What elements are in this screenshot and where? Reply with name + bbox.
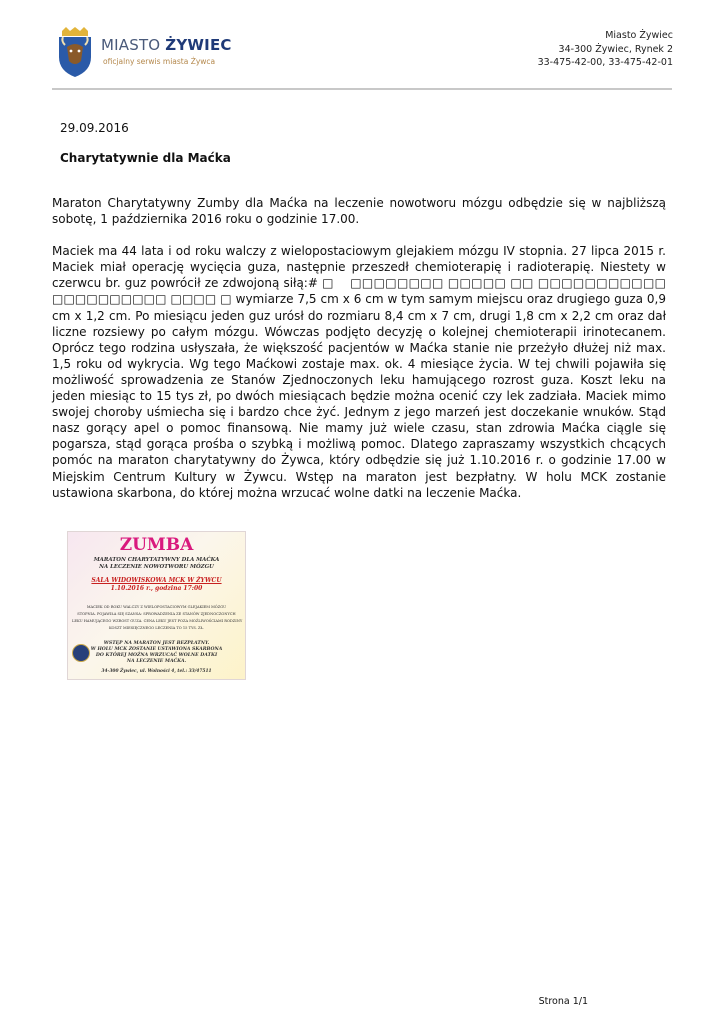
poster-text: KOSZT MIESIĘCZNEGO LECZENIA TO 15 TYS. ZŁ. xyxy=(108,626,205,630)
poster-text: DO KTÓREJ MOŻNA WRZUCAĆ WOLNE DATKI xyxy=(95,653,218,658)
poster-text: STOPNIA. POJAWIŁA SIĘ SZANSA: SPROWADZENIA ZE STANÓW ZJEDNOCZONYCH xyxy=(77,612,236,616)
article-body xyxy=(52,195,666,517)
page-number: Strona 1/1 xyxy=(538,996,588,1007)
site-logo[interactable] xyxy=(57,27,237,79)
article-paragraph: Maciek ma 44 lata i od roku walczy z wielopostaciowym glejakiem mózgu IV stopnia. 27 lipca 2015 r. Maciek miał operację wycięcia guza, następnie przeszedł chemioterapię i radioterapię. Niestety w czerwcu br. guz powrócił ze zdwojoną siłą:# □ □□□□□□□□ □□□□□ □□ □□□□□□□□□□□ □□□□□□□□□□ □□□□ □ wymiarze 7,5 cm x 6 cm w tym samym miejscu oraz drugiego guza 0,9 cm x 1,2 cm. Po miesiącu jeden guz urósł do rozmiaru 8,4 cm x 7 cm, drugi 1,8 cm x 2,2 cm oraz dał liczne rozsiewy po całym mózgu. Wówczas podjęto decyzję o kolejnej chemioterapii irinotecanem. Oprócz tego rodzina usłyszała, że większość pacjentów w Maćka stanie nie przeżyło dłużej niż max. 1,5 roku od wykrycia. Wg tego Maćkowi zostaje max. ok. 4 miesiące życia. W tej chwili pojawiła się możliwość sprowadzenia ze Stanów Zjednoczonych leku hamującego rozrost guza. Koszt leku na jeden miesiąc to 15 tys zł, po dwóch miesiącach będzie można ocenić czy lek zadziała. Maciek mimo swojej choroby uśmiecha się i bardzo chce żyć. Jednym z jego marzeń jest doczekanie wnuków. Stąd nasz gorący apel o pomoc finansową. Nie mamy już wiele czasu, stan zdrowia Maćka ciągle się pogarsza, stąd gorąca prośba o szybką i możliwą pomoc. Dlatego zapraszamy wszystkich chcących pomóc na maraton charytatywny do Żywca, który odbędzie się już 1.10.2016 r. o godzinie 17.00 w Miejskim Centrum Kultury w Żywcu. Wstęp na maraton jest bezpłatny. W holu MCK zostanie ustawiona skarbona, do której można wrzucać wolne datki na leczenie Maćka. xyxy=(52,244,666,500)
poster-line: NA LECZENIE NOWOTWORU MÓZGU xyxy=(99,564,214,570)
logo-tagline: oficjalny serwis miasta Żywca xyxy=(103,57,216,66)
poster-date: 1.10.2016 r., godzina 17:00 xyxy=(110,585,203,592)
logo-wordmark: MIASTO ŻYWIEC xyxy=(101,36,232,54)
coat-of-arms-icon xyxy=(57,27,93,77)
poster-text: W HOLU MCK ZOSTANIE USTAWIONA SKARBONA xyxy=(90,647,223,652)
poster-headline: ZUMBA xyxy=(119,535,194,555)
article-paragraph: Maraton Charytatywny Zumby dla Maćka na leczenie nowotworu mózgu odbędzie się w najbliższą sobotę, 1 października 2016 roku o godzinie 17.00. xyxy=(52,196,666,227)
event-poster-image xyxy=(67,531,246,680)
contact-address xyxy=(538,29,673,70)
poster-text: WSTĘP NA MARATON JEST BEZPŁATNY. xyxy=(103,641,210,646)
poster-line: MARATON CHARYTATYWNY DLA MAĆKA xyxy=(93,557,220,563)
poster-text: LEKU HAMUJĄCEGO WZROST GUZA. CENA LEKU JEST POZA MOŻLIWOŚCIAMI RODZINY xyxy=(72,619,243,623)
address-line: 33-475-42-00, 33-475-42-01 xyxy=(537,57,673,68)
article-title: Charytatywnie dla Maćka xyxy=(60,151,231,165)
article-date: 29.09.2016 xyxy=(60,121,129,135)
poster-address: 34-300 Żywiec, ul. Wolności 4, tel.: 33/47511 xyxy=(101,669,212,674)
poster-text: MACIEK OD ROKU WALCZY Z WIELOPOSTACIOWYM GLEJAKIEM MÓZGU xyxy=(86,605,227,609)
address-line: Miasto Żywiec xyxy=(605,30,673,41)
poster-venue: SALA WIDOWISKOWA MCK W ŻYWCU xyxy=(91,577,222,584)
poster-text: NA LECZENIE MAĆKA. xyxy=(126,659,187,664)
address-line: 34-300 Żywiec, Rynek 2 xyxy=(558,43,673,55)
header-divider xyxy=(52,88,672,90)
